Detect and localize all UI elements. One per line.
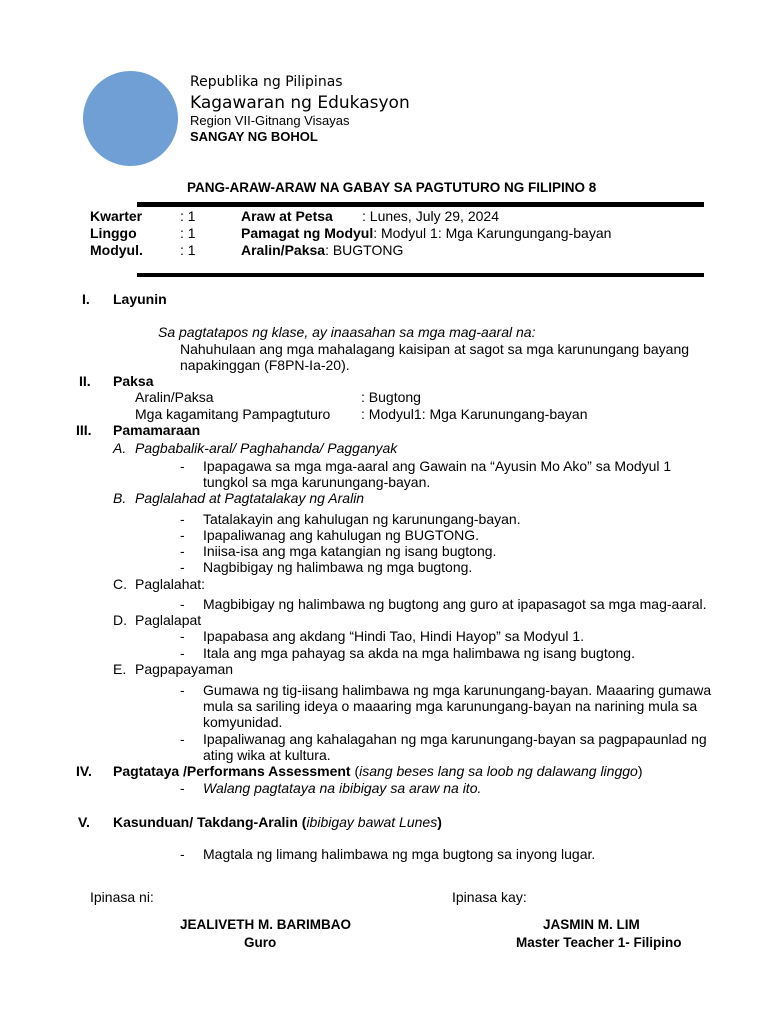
sub-e-item2-line2: ating wika at kultura. <box>203 747 331 763</box>
sub-e-label: E. <box>113 661 127 677</box>
sub-d-label: D. <box>113 612 127 628</box>
sub-a-item1-line1: Ipapagawa sa mga mga-aaral ang Gawain na “Ayusin Mo Ako” sa Modyul 1 <box>203 458 672 474</box>
bullet-dash: - <box>180 458 185 474</box>
section-3-title: Pamamaraan <box>113 422 201 438</box>
sub-e-item1-line1: Gumawa ng tig-iisang halimbawa ng mga karunungang-bayan. Maaaring gumawa <box>203 682 712 698</box>
sub-e-item1-line3: komyunidad. <box>203 714 283 730</box>
bullet-dash: - <box>180 645 185 661</box>
sub-a-label: A. <box>113 440 127 456</box>
sub-b-item2: Ipapaliwanag ang kahulugan ng BUGTONG. <box>203 527 480 543</box>
paksa-row1-label: Aralin/Paksa <box>135 389 214 405</box>
paksa-row1-value: : Bugtong <box>361 389 421 405</box>
layunin-text-line2: napakinggan (F8PN-Ia-20). <box>180 357 350 373</box>
noted-by-role: Master Teacher 1- Filipino <box>516 935 682 950</box>
sub-b-item3: Iniisa-isa ang mga katangian ng isang bugtong. <box>203 543 497 559</box>
modyul-label: Modyul. <box>90 242 143 258</box>
modyul-value: : 1 <box>180 242 196 258</box>
section-4-title: Pagtataya /Performans Assessment <box>113 763 351 779</box>
deped-seal <box>83 71 178 166</box>
section-5-note: ibibigay bawat Lunes <box>306 814 438 830</box>
araw-value: : Lunes, July 29, 2024 <box>362 208 499 224</box>
section-4-number: IV. <box>76 763 92 779</box>
sub-e-title: Pagpapayaman <box>135 661 234 677</box>
paksa-row2-value: : Modyul1: Mga Karunungang-bayan <box>361 406 588 422</box>
sub-b-title: Paglalahad at Pagtatalakay ng Aralin <box>135 490 365 506</box>
sub-c-label: C. <box>113 576 127 592</box>
sub-b-item1: Tatalakayin ang kahulugan ng karunungang-bayan. <box>203 511 521 527</box>
sub-a-title: Pagbabalik-aral/ Paghahanda/ Pagganyak <box>135 440 398 456</box>
aralin-label: Aralin/Paksa <box>241 242 326 258</box>
sub-d-item2: Itala ang mga pahayag sa akda na mga halimbawa ng isang bugtong. <box>203 645 635 661</box>
section-2-title: Paksa <box>113 373 154 389</box>
section-3-number: III. <box>76 422 92 438</box>
prepared-by-role: Guro <box>244 935 277 950</box>
sub-a-item1-line2: tungkol sa mga karunungang-bayan. <box>203 474 431 490</box>
bottom-rule <box>137 273 704 277</box>
bullet-dash: - <box>180 527 185 543</box>
header-republika: Republika ng Pilipinas <box>190 74 343 90</box>
sub-b-label: B. <box>113 490 127 506</box>
bullet-dash: - <box>180 780 185 796</box>
bullet-dash: - <box>180 559 185 575</box>
noted-by-label: Ipinasa kay: <box>452 889 527 905</box>
bullet-dash: - <box>180 596 185 612</box>
section-1-number: I. <box>82 291 90 307</box>
section-4-note: isang beses lang sa loob ng dalawang linggo <box>359 763 638 779</box>
sub-c-item1: Magbibigay ng halimbawa ng bugtong ang guro at ipapasagot sa mga mag-aaral. <box>203 596 707 612</box>
prepared-by-name: JEALIVETH M. BARIMBAO <box>180 917 352 932</box>
paksa-row2-label: Mga kagamitang Pampagtuturo <box>135 406 331 422</box>
layunin-text-line1: Nahuhulaan ang mga mahalagang kaisipan at sagot sa mga karunungang bayang <box>180 341 690 357</box>
section-4-item1: Walang pagtataya na ibibigay sa araw na ito. <box>203 780 482 796</box>
linggo-value: : 1 <box>180 225 196 241</box>
document-title: PANG-ARAW-ARAW NA GABAY SA PAGTUTURO NG FILIPINO 8 <box>187 180 597 195</box>
bullet-dash: - <box>180 682 185 698</box>
kwarter-value: : 1 <box>180 208 196 224</box>
sub-d-item1: Ipapabasa ang akdang “Hindi Tao, Hindi Hayop” sa Modyul 1. <box>203 628 585 644</box>
section-5-title: Kasunduan/ Takdang-Aralin ( <box>113 814 307 830</box>
aralin-value: : BUGTONG <box>325 242 404 258</box>
header-sangay: SANGAY NG BOHOL <box>190 129 318 144</box>
sub-c-title: Paglalahat: <box>135 576 206 592</box>
bullet-dash: - <box>180 543 185 559</box>
bullet-dash: - <box>180 731 185 747</box>
header-region: Region VII-Gitnang Visayas <box>190 113 350 128</box>
noted-by-name: JASMIN M. LIM <box>543 917 640 932</box>
bullet-dash: - <box>180 628 185 644</box>
araw-label: Araw at Petsa <box>241 208 333 224</box>
sub-d-title: Paglalapat <box>135 612 202 628</box>
section-5-item1: Magtala ng limang halimbawa ng mga bugtong sa inyong lugar. <box>203 846 596 862</box>
pamagat-label: Pamagat ng Modyul <box>241 225 374 241</box>
linggo-label: Linggo <box>90 225 137 241</box>
kwarter-label: Kwarter <box>90 208 143 224</box>
section-5-close: ) <box>437 814 442 830</box>
sub-e-item1-line2: mula sa sariling ideya o maaaring mga karunungang-bayan na narining mula sa <box>203 698 698 714</box>
top-rule <box>137 202 704 207</box>
sub-e-item2-line1: Ipapaliwanag ang kahalagahan ng mga karunungang-bayan sa pagpapaunlad ng <box>203 731 707 747</box>
prepared-by-label: Ipinasa ni: <box>90 889 154 905</box>
section-1-title: Layunin <box>113 291 167 307</box>
layunin-intro: Sa pagtatapos ng klase, ay inaasahan sa mga mag-aaral na: <box>158 324 536 340</box>
section-2-number: II. <box>79 373 91 389</box>
header-kagawaran: Kagawaran ng Edukasyon <box>190 93 410 113</box>
section-5-number: V. <box>78 814 90 830</box>
pamagat-value: : Modyul 1: Mga Karungungang-bayan <box>373 225 612 241</box>
bullet-dash: - <box>180 846 185 862</box>
bullet-dash: - <box>180 511 185 527</box>
sub-b-item4: Nagbibigay ng halimbawa ng mga bugtong. <box>203 559 473 575</box>
